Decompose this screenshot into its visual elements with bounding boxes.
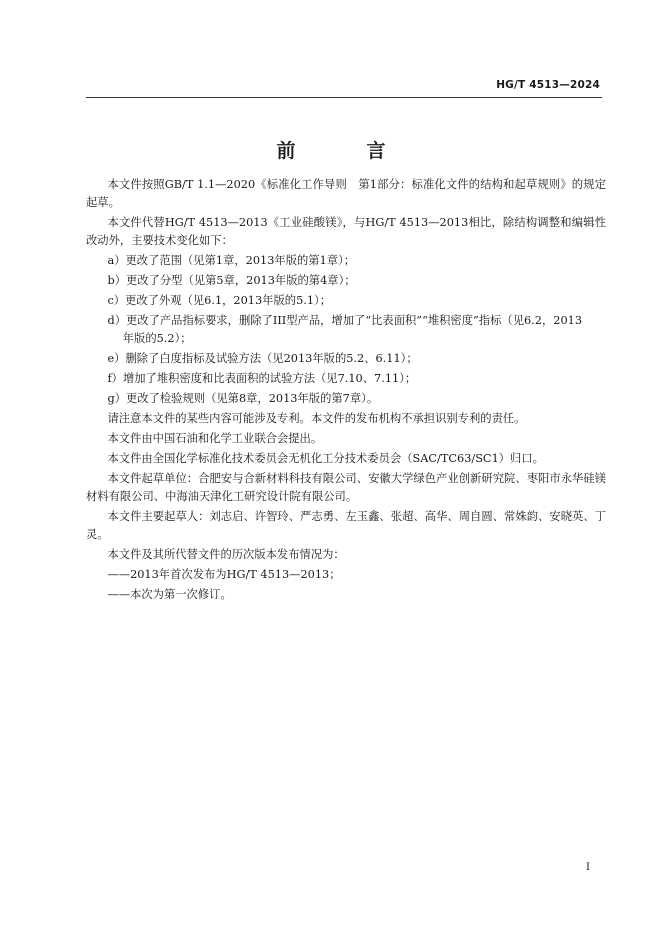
change-item-a: a）更改了范围（见第1章，2013年版的第1章）； bbox=[107, 254, 356, 268]
paragraph-administrator: 本文件由全国化学标准化技术委员会无机化工分技术委员会（SAC/TC63/SC1）归口。 bbox=[107, 451, 544, 465]
header-rule bbox=[86, 97, 602, 98]
page-number: I bbox=[586, 862, 590, 873]
change-item-d-line1: d）更改了产品指标要求，删除了III型产品，增加了“比表面积”“堆积密度”指标（见6.2，2013 bbox=[107, 314, 583, 328]
change-item-f: f）增加了堆积密度和比表面积的试验方法（见7.10、7.11）； bbox=[107, 372, 417, 386]
document-body bbox=[86, 176, 606, 606]
history-item-2013: ——2013年首次发布为HG/T 4513—2013； bbox=[107, 567, 341, 581]
change-item-c: c）更改了外观（见6.1，2013年版的5.1）； bbox=[107, 294, 331, 308]
paragraph-replacement: 本文件代替HG/T 4513—2013《工业硅酸镁》，与HG/T 4513—2013相比，除结构调整和编辑性改动外，主要技术变化如下： bbox=[86, 216, 606, 248]
history-item-current: ——本次为第一次修订。 bbox=[107, 587, 232, 601]
document-code: HG/T 4513—2024 bbox=[496, 79, 600, 91]
paragraph-drafting-units: 本文件起草单位：合肥安与合新材料科技有限公司、安徽大学绿色产业创新研究院、枣阳市永华硅镁材料有限公司、中海油天津化工研究设计院有限公司。 bbox=[86, 471, 606, 503]
change-item-d bbox=[86, 312, 606, 349]
paragraph-patent-notice: 请注意本文件的某些内容可能涉及专利。本文件的发布机构不承担识别专利的责任。 bbox=[107, 411, 526, 425]
change-item-d-line2: 年版的5.2）； bbox=[122, 332, 192, 346]
change-item-b: b）更改了分型（见第5章，2013年版的第4章）； bbox=[107, 274, 356, 288]
paragraph-drafters: 本文件主要起草人：刘志启、许智玲、严志勇、左玉鑫、张超、高华、周自圆、常姝韵、安晓英、丁灵。 bbox=[86, 509, 606, 542]
paragraph-drafting-rules: 本文件按照GB/T 1.1—2020《标准化工作导则 第1部分：标准化文件的结构和起草规则》的规定起草。 bbox=[86, 178, 606, 210]
paragraph-proposer: 本文件由中国石油和化学工业联合会提出。 bbox=[107, 431, 323, 445]
change-item-g: g）更改了检验规则（见第8章，2013年版的第7章）。 bbox=[107, 392, 379, 406]
change-item-e: e）删除了白度指标及试验方法（见2013年版的5.2、6.11）； bbox=[107, 352, 418, 366]
paragraph-history-intro: 本文件及其所代替文件的历次版本发布情况为： bbox=[107, 547, 345, 561]
page-title: 前 言 bbox=[276, 140, 412, 162]
